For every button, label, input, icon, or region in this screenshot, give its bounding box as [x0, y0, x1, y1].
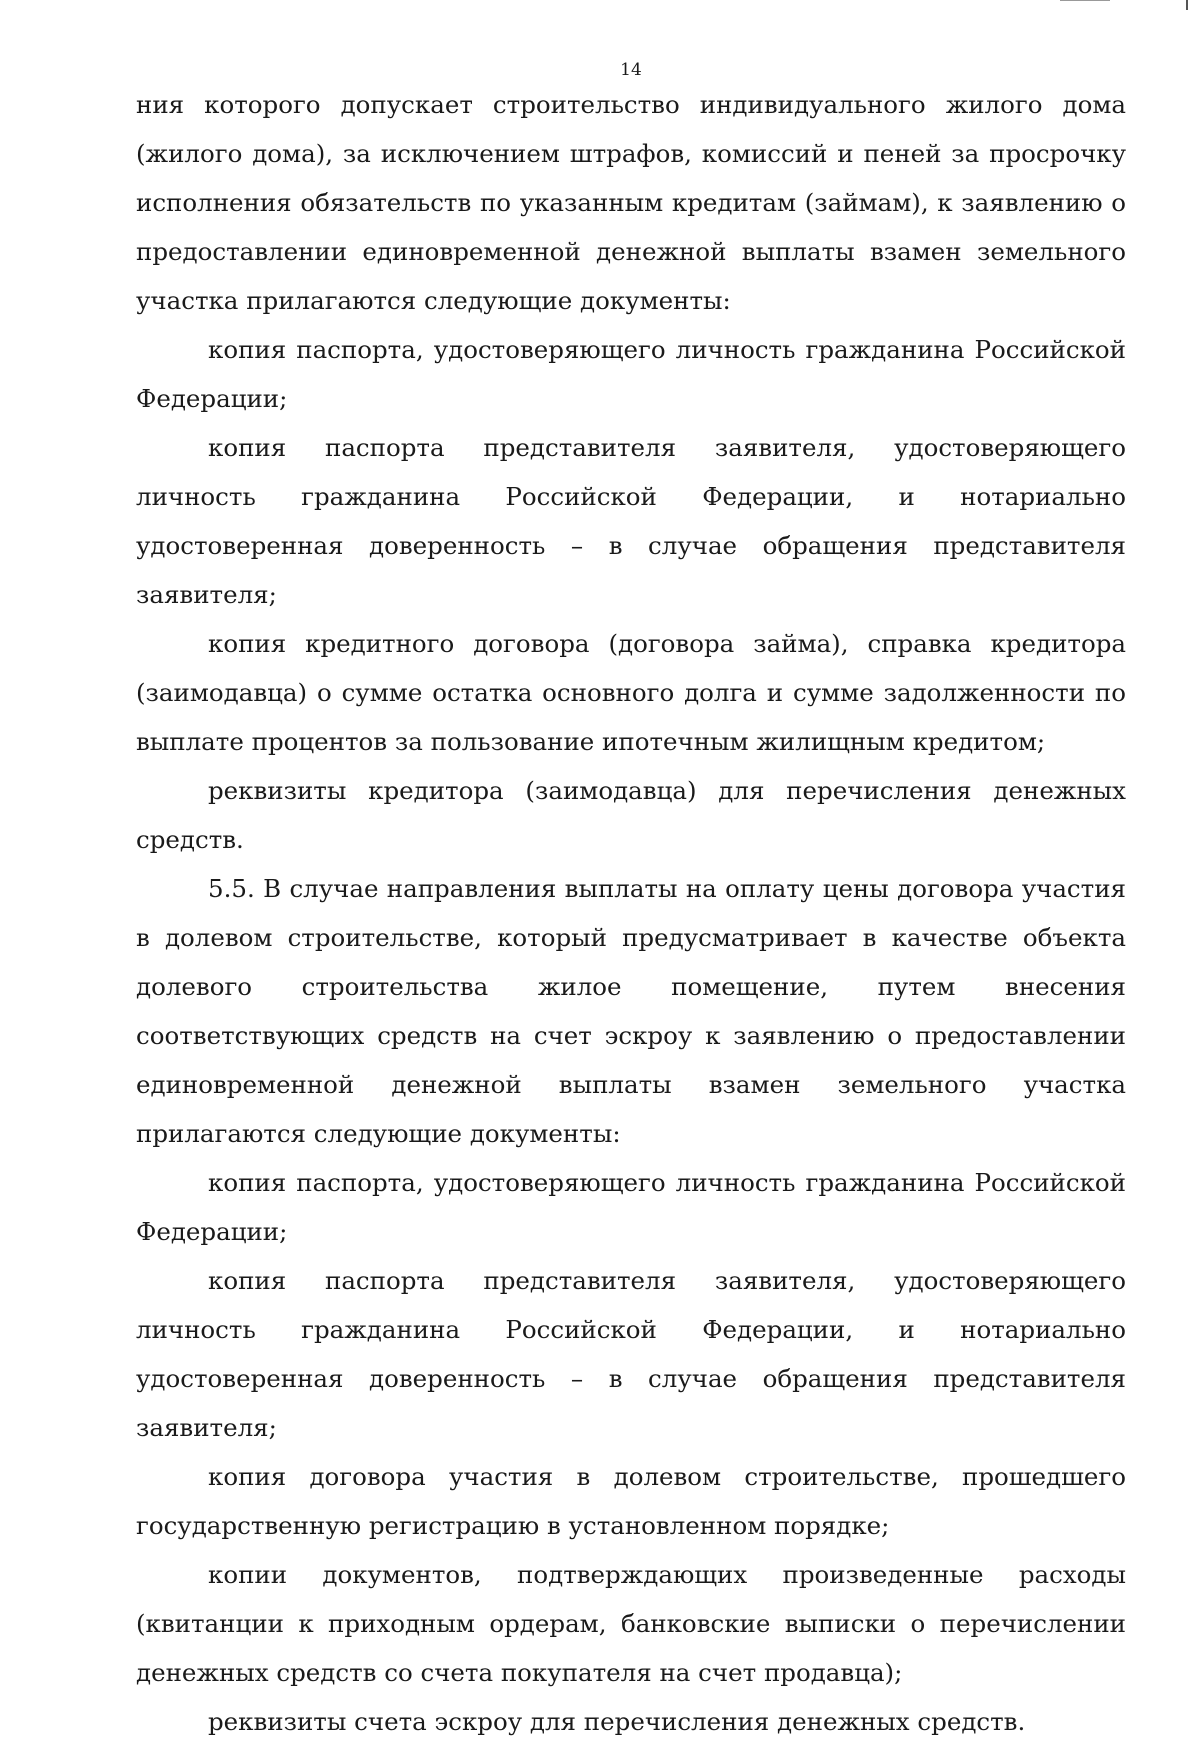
- paragraph-section-5-5: 5.5. В случае направления выплаты на оплату цены договора участия в долевом строительстве, который предусматривает в качестве объекта долевого строительства жилое помещение, путем внесения соответствующих средств на счет эскроу к заявлению о предоставлении единовременной денежной выплаты взамен земельного участка прилагаются следующие документы:: [136, 874, 1126, 1148]
- paragraph-representative-passport: копия паспорта представителя заявителя, удостоверяющего личность гражданина Российской Федерации, и нотариально удостоверенная доверенность – в случае обращения представителя заявителя;: [136, 433, 1126, 609]
- paragraph-equity-agreement: копия договора участия в долевом строительстве, прошедшего государственную регистрацию в установленном порядке;: [136, 1462, 1126, 1540]
- page-number: 14: [620, 60, 642, 80]
- paragraph-passport-copy: копия паспорта, удостоверяющего личность гражданина Российской Федерации;: [136, 335, 1126, 413]
- paragraph-passport-copy-2: копия паспорта, удостоверяющего личность гражданина Российской Федерации;: [136, 1168, 1126, 1246]
- paragraph-escrow-details: реквизиты счета эскроу для перечисления денежных средств.: [208, 1707, 1026, 1736]
- paragraph-credit-agreement: копия кредитного договора (договора займа), справка кредитора (заимодавца) о сумме остатка основного долга и сумме задолженности по выплате процентов за пользование ипотечным жилищным кредитом;: [136, 629, 1126, 756]
- scan-mark-top-right: [1186, 0, 1188, 10]
- paragraph-continuation: ния которого допускает строительство индивидуального жилого дома (жилого дома), за исключением штрафов, комиссий и пеней за просрочку исполнения обязательств по указанным кредитам (займам), к заявлению о предоставлении единовременной денежной выплаты взамен земельного участка прилагаются следующие документы:: [136, 90, 1126, 315]
- paragraph-expense-documents: копии документов, подтверждающих произведенные расходы (квитанции к приходным ордерам, банковские выписки о перечислении денежных средств со счета покупателя на счет продавца);: [136, 1560, 1126, 1687]
- paragraph-representative-passport-2: копия паспорта представителя заявителя, удостоверяющего личность гражданина Российской Федерации, и нотариально удостоверенная доверенность – в случае обращения представителя заявителя;: [136, 1266, 1126, 1442]
- paragraph-creditor-details: реквизиты кредитора (заимодавца) для перечисления денежных средств.: [136, 776, 1126, 854]
- document-body: [136, 80, 1126, 1746]
- scan-mark-top-dots: [1060, 0, 1110, 1]
